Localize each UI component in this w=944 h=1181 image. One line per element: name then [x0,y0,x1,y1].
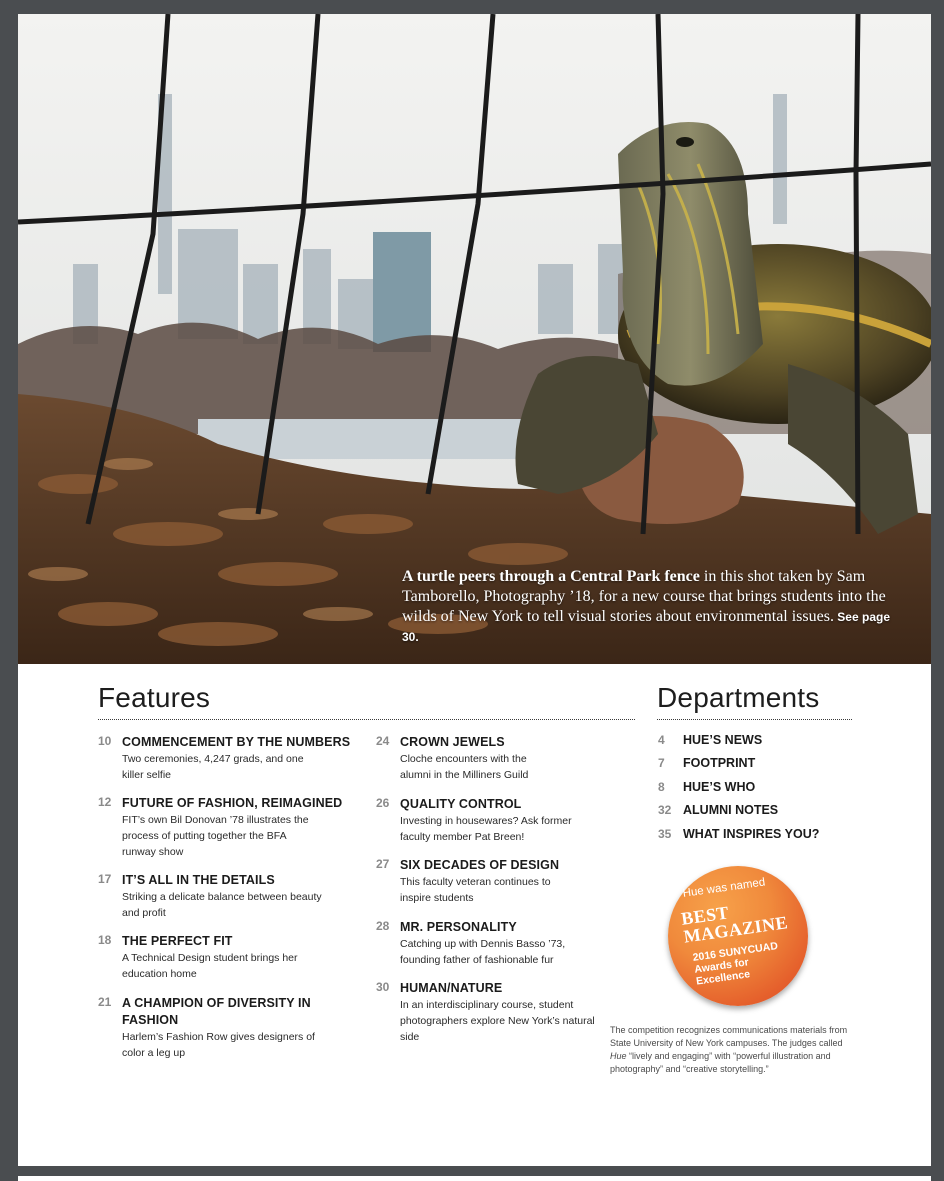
page-number: 12 [98,795,112,809]
page-number: 28 [376,919,390,933]
badge-line2: BEST MAGAZINE [679,902,790,947]
department-title: FOOTPRINT [683,756,756,770]
page-number: 24 [376,734,390,748]
feature-desc: Two ceremonies, 4,247 grads, and one killer selfie [122,753,304,781]
blurb-part2: “lively and engaging” with “powerful illustration and photography” and “creative storytelling.” [610,1051,831,1074]
feature-title: QUALITY CONTROL [400,797,522,811]
page-number: 7 [658,756,665,770]
departments-heading: Departments [657,682,820,713]
feature-desc: Cloche encounters with the alumni in the Milliners Guild [400,753,529,781]
feature-desc: Investing in housewares? Ask former faculty member Pat Breen! [400,815,572,843]
feature-title: MR. PERSONALITY [400,920,517,934]
caption-body: in this shot taken by Sam Tamborello, Photography ’18, for a new course that brings students into the wilds of New York to tell visual stories about environmental issues. [402,568,886,625]
feature-title: FUTURE OF FASHION, REIMAGINED [122,796,343,810]
caption-lead: A turtle peers through a Central Park fence [402,568,700,585]
hero-photo [18,14,931,664]
feature-title: COMMENCEMENT BY THE NUMBERS [122,735,351,749]
blurb-hue: Hue [610,1051,627,1061]
award-blurb [610,1024,860,1076]
page-number: 4 [658,733,665,747]
feature-desc: Catching up with Dennis Basso ’73, founding father of fashionable fur [400,938,566,966]
departments-divider [657,719,852,720]
page-number: 8 [658,780,665,794]
page-number: 32 [658,803,672,817]
feature-title: A CHAMPION OF DIVERSITY IN FASHION [122,996,311,1027]
feature-desc: In an interdisciplinary course, student photographers explore New York’s natural side [400,999,595,1043]
feature-desc: A Technical Design student brings her education home [122,952,298,980]
features-heading: Features [98,682,211,713]
feature-title: IT’S ALL IN THE DETAILS [122,873,275,887]
feature-desc: FIT’s own Bil Donovan ’78 illustrates the process of putting together the BFA runway show [122,814,309,858]
photo-caption [402,567,902,647]
page-number: 18 [98,933,112,947]
features-divider [98,719,635,720]
feature-title: HUMAN/NATURE [400,981,503,995]
badge-line1: Hue was named [682,876,766,900]
feature-title: CROWN JEWELS [400,735,505,749]
feature-desc: Harlem’s Fashion Row gives designers of color a leg up [122,1031,315,1059]
page-number: 30 [376,980,390,994]
badge-line3: 2016 SUNYCUAD Awards for Excellence [692,940,779,988]
feature-title: THE PERFECT FIT [122,934,233,948]
page-number: 35 [658,827,672,841]
page-number: 26 [376,796,390,810]
blurb-part1: The competition recognizes communications materials from State University of New York campuses. The judges called [610,1025,848,1048]
best-magazine-badge [668,866,808,1006]
department-title: HUE’S WHO [683,780,756,794]
feature-desc: This faculty veteran continues to inspire students [400,876,551,904]
page-number: 21 [98,995,112,1009]
department-title: ALUMNI NOTES [683,803,779,817]
page-number: 10 [98,734,112,748]
department-title: HUE’S NEWS [683,733,763,747]
page-number: 17 [98,872,112,886]
caption-see-page-link[interactable]: See page 30. [402,610,890,644]
feature-desc: Striking a delicate balance between beauty and profit [122,891,322,919]
magazine-page [18,14,931,1166]
next-page-edge [18,1176,931,1181]
feature-title: SIX DECADES OF DESIGN [400,858,560,872]
page-number: 27 [376,857,390,871]
department-title: WHAT INSPIRES YOU? [683,827,820,841]
